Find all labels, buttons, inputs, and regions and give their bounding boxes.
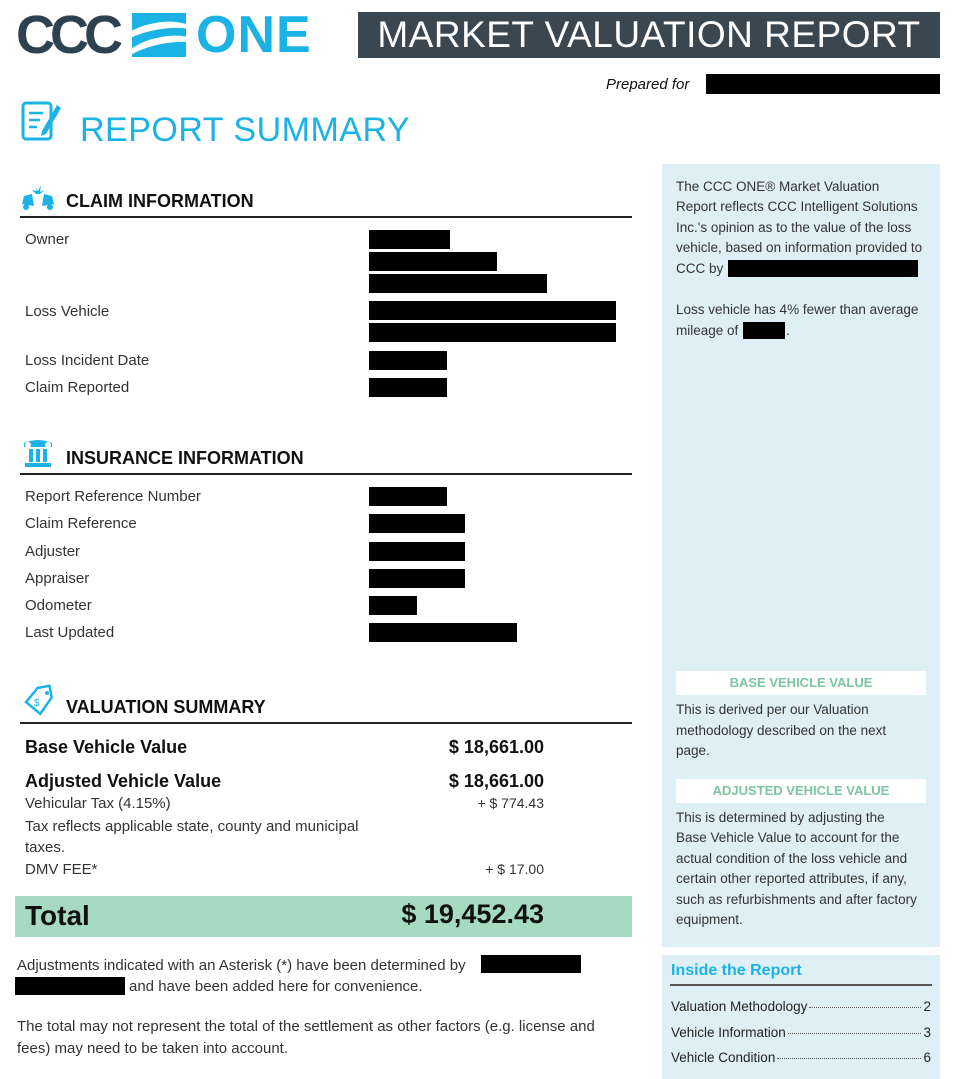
loss-vehicle-label: Loss Vehicle [25, 303, 110, 320]
logo-wave-icon [132, 13, 186, 57]
section-title: VALUATION SUMMARY [66, 697, 266, 717]
redacted-loss-vehicle [369, 323, 616, 342]
redacted-last-updated [369, 623, 517, 642]
toc-item-label: Vehicle Condition [671, 1050, 776, 1065]
toc-item[interactable] [671, 1025, 931, 1040]
loss-incident-date-label: Loss Incident Date [25, 352, 150, 369]
sidebar-intro-line: The CCC ONE® Market Valuation [676, 179, 880, 194]
adjusted-value-description: equipment. [676, 912, 743, 927]
sidebar-intro-line: Inc.'s opinion as to the value of the loss [676, 220, 912, 235]
redacted-owner [369, 252, 497, 271]
claim-reported-label: Claim Reported [25, 379, 130, 396]
base-vehicle-value: $ 18,661.00 [448, 737, 544, 757]
mileage-note-continued: mileage of [676, 323, 739, 338]
mileage-note-period: . [786, 323, 790, 338]
adjusted-value-description: certain other reported attributes, if any, [676, 871, 907, 886]
redacted-determined-by [481, 955, 581, 973]
divider [670, 984, 932, 986]
odometer-label: Odometer [25, 597, 92, 614]
document-edit-icon [20, 97, 62, 145]
redacted-claim-reported [369, 378, 447, 397]
toc-leader [788, 1033, 922, 1034]
sidebar-intro-line: vehicle, based on information provided to [676, 240, 923, 255]
redacted-adjuster [369, 542, 465, 561]
total-label: Total [25, 900, 90, 931]
owner-label: Owner [25, 231, 70, 248]
building-columns-icon [20, 439, 56, 469]
asterisk-note: Adjustments indicated with an Asterisk (*) have been determined by [17, 957, 466, 974]
redacted-mileage [743, 322, 785, 339]
report-title: MARKET VALUATION REPORT [358, 12, 940, 58]
logo-ccc-text: CCC [16, 5, 118, 65]
base-value-description: methodology described on the next [676, 723, 887, 738]
redacted-determined-by [15, 977, 125, 995]
toc-leader [809, 1007, 921, 1008]
toc-item[interactable] [671, 1050, 931, 1065]
svg-text:$: $ [34, 698, 40, 709]
redacted-appraiser [369, 569, 465, 588]
section-title: INSURANCE INFORMATION [66, 448, 304, 468]
adjusted-value-description: such as refurbishments and after factory [676, 892, 917, 907]
adjusted-vehicle-value: $ 18,661.00 [448, 771, 544, 791]
redacted-odometer [369, 596, 417, 615]
mileage-note: Loss vehicle has 4% fewer than average [676, 302, 919, 317]
redacted-report-reference [369, 487, 447, 506]
toc-item-label: Valuation Methodology [671, 999, 808, 1014]
ccc-one-logo [16, 5, 312, 65]
appraiser-label: Appraiser [25, 570, 90, 587]
settlement-note: The total may not represent the total of the settlement as other factors (e.g. license and [17, 1018, 595, 1035]
page-title: REPORT SUMMARY [80, 111, 411, 149]
adjusted-value-description: This is determined by adjusting the [676, 810, 885, 825]
redacted-recipient [706, 74, 940, 94]
redacted-provider [728, 260, 918, 277]
adjusted-vehicle-value-label: Adjusted Vehicle Value [25, 771, 222, 791]
last-updated-label: Last Updated [25, 624, 115, 641]
redacted-owner [369, 274, 547, 293]
redacted-loss-vehicle [369, 301, 616, 320]
redacted-loss-date [369, 351, 447, 370]
dmv-fee-label: DMV FEE* [25, 861, 98, 878]
price-tag-icon [20, 684, 56, 718]
toc-item-page: 3 [923, 1025, 931, 1040]
report-reference-number-label: Report Reference Number [25, 488, 201, 505]
tax-note-continued: taxes. [25, 839, 66, 856]
sidebar-intro-line: CCC by [676, 261, 724, 276]
section-title: CLAIM INFORMATION [66, 191, 254, 211]
tax-note: Tax reflects applicable state, county and municipal [25, 818, 359, 835]
toc-leader [777, 1058, 921, 1059]
claim-information-header [20, 190, 632, 218]
settlement-note-continued: fees) may need to be taken into account. [17, 1040, 289, 1057]
toc-item[interactable] [671, 999, 931, 1014]
logo-one-text: ONE [196, 6, 312, 64]
vehicular-tax-value: + $ 774.43 [477, 795, 544, 811]
adjuster-label: Adjuster [25, 543, 81, 560]
base-vehicle-value-heading: BASE VEHICLE VALUE [676, 671, 926, 695]
prepared-for-label: Prepared for [606, 76, 690, 93]
sidebar-intro-line: Report reflects CCC Intelligent Solutions [676, 199, 918, 214]
vehicular-tax-label: Vehicular Tax (4.15%) [25, 795, 171, 812]
inside-report-title: Inside the Report [671, 962, 802, 979]
valuation-summary-header [20, 696, 632, 724]
adjusted-vehicle-value-heading: ADJUSTED VEHICLE VALUE [676, 779, 926, 803]
dmv-fee-value: + $ 17.00 [485, 861, 544, 877]
asterisk-note-continued: and have been added here for convenience. [129, 978, 423, 995]
claim-reference-label: Claim Reference [25, 515, 137, 532]
adjusted-value-description: Base Vehicle Value to account for the [676, 830, 900, 845]
total-value: $ 19,452.43 [401, 899, 544, 929]
base-value-description: This is derived per our Valuation [676, 702, 869, 717]
toc-item-page: 2 [923, 999, 931, 1014]
adjusted-value-description: actual condition of the loss vehicle and [676, 851, 908, 866]
insurance-information-header [20, 447, 632, 475]
base-value-description: page. [676, 743, 710, 758]
car-crash-icon [20, 182, 56, 212]
base-vehicle-value-label: Base Vehicle Value [25, 737, 188, 757]
toc-item-label: Vehicle Information [671, 1025, 786, 1040]
toc-item-page: 6 [923, 1050, 931, 1065]
redacted-claim-reference [369, 514, 465, 533]
redacted-owner [369, 230, 450, 249]
